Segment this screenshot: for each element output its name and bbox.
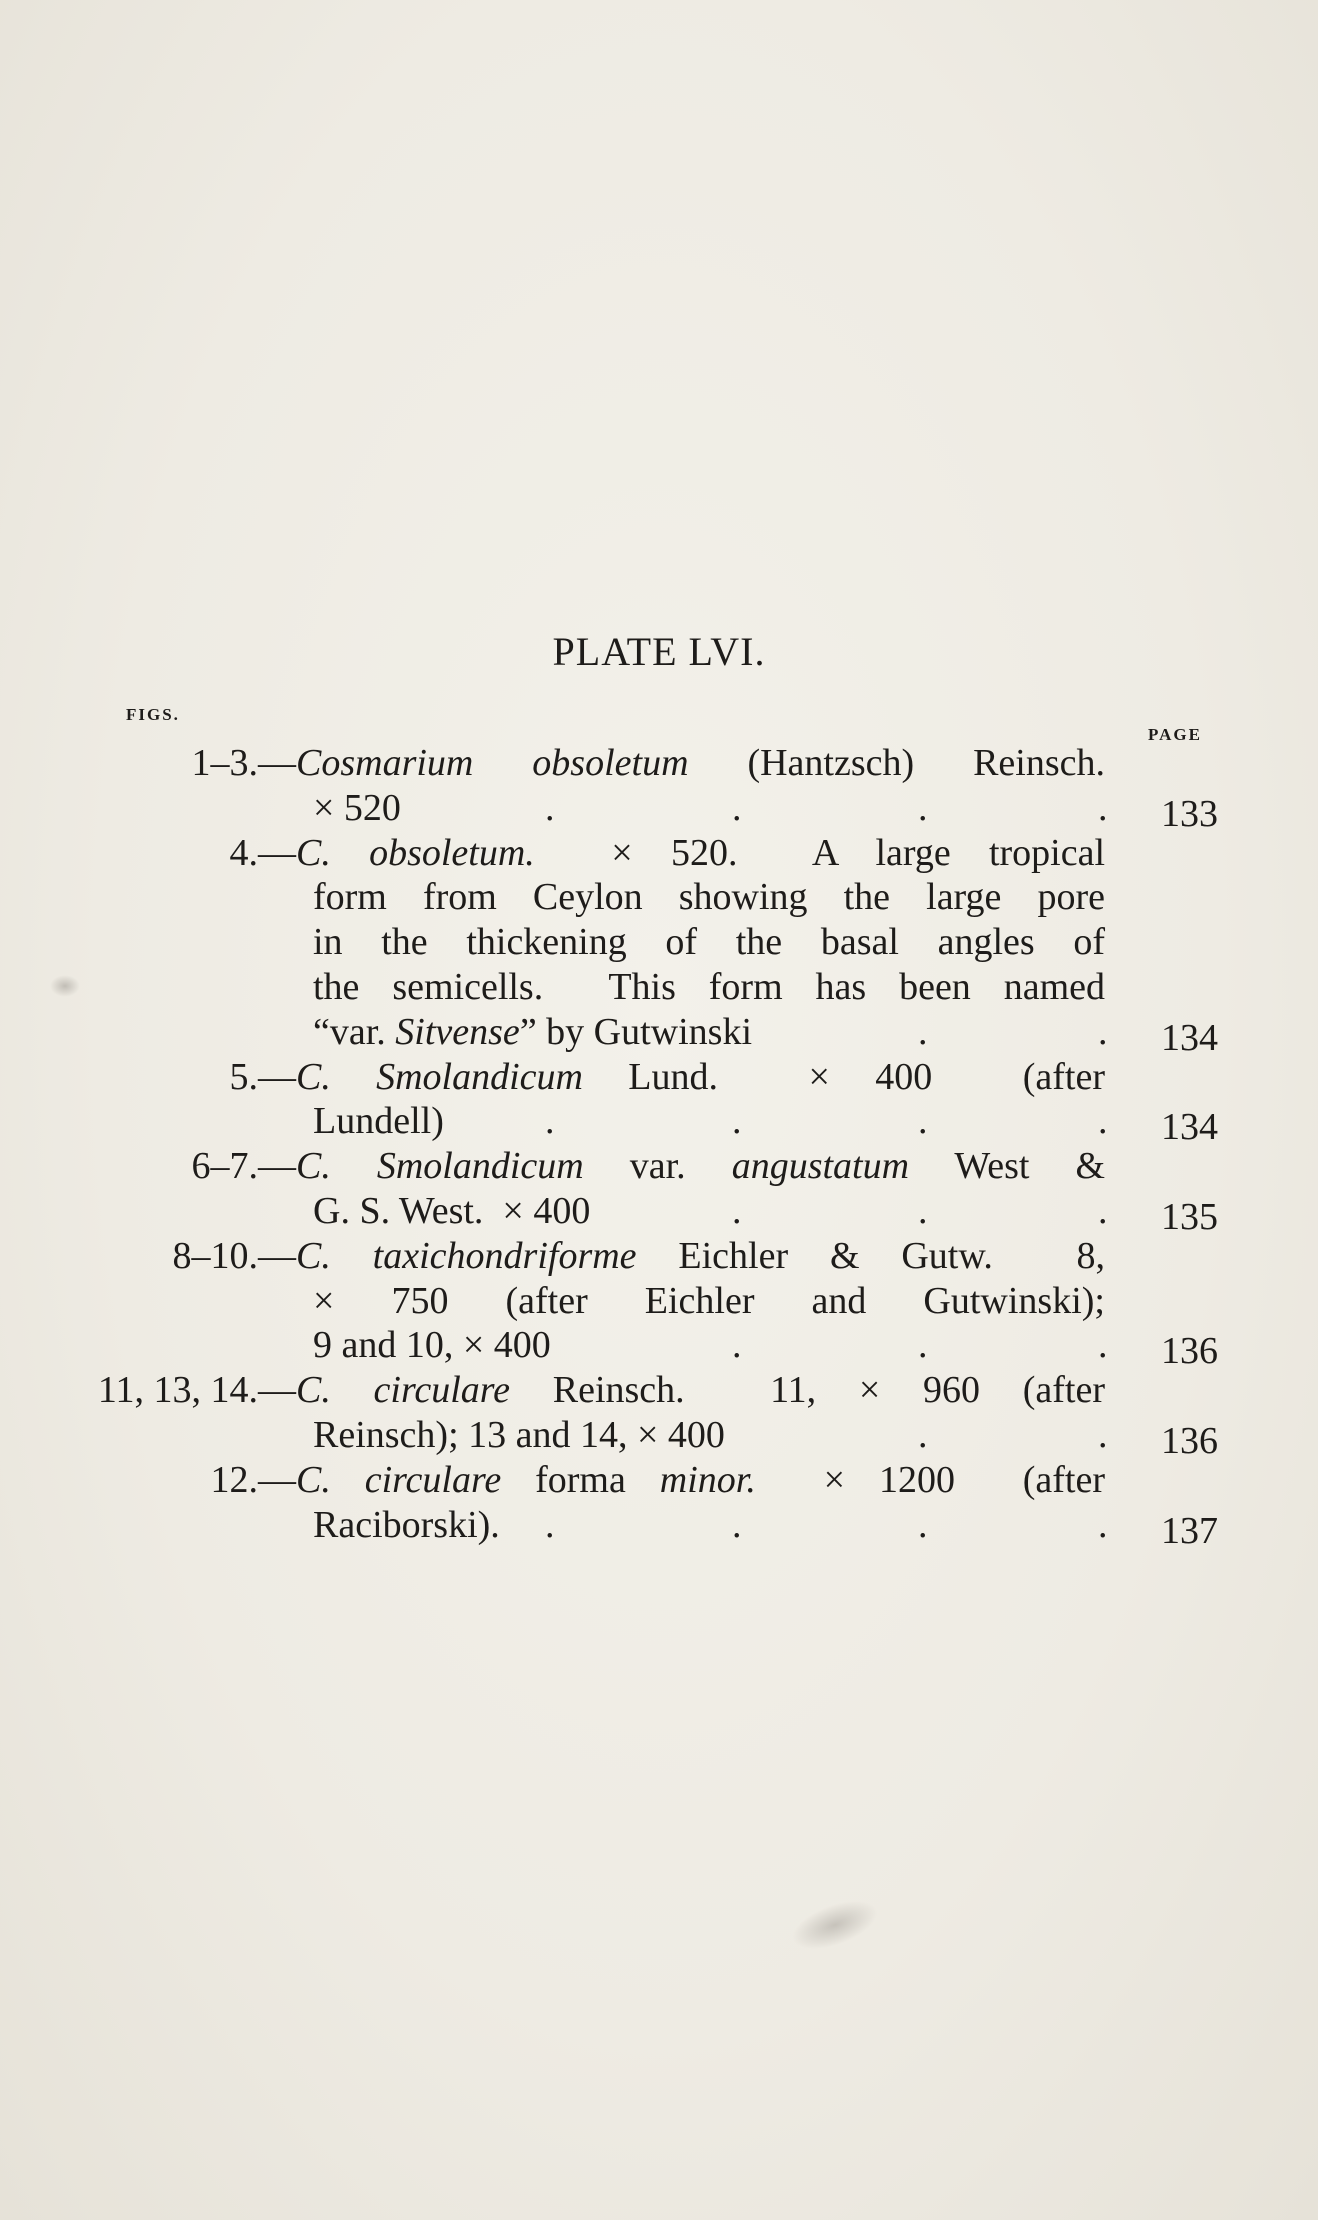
entry-line <box>0 1412 1318 1462</box>
entry-line <box>0 1233 1318 1279</box>
leader-dot: . <box>1098 1414 1108 1456</box>
page-number: 133 <box>1161 792 1218 835</box>
leader-dot: . <box>918 1324 928 1367</box>
entry-line <box>0 1278 1318 1324</box>
entry-text: C. Smolandicum Lund. × 400 (after <box>296 1055 1105 1098</box>
figure-number: 4.— <box>229 831 296 874</box>
entry-line <box>0 1143 1318 1189</box>
entry-line <box>0 1322 1318 1373</box>
page-smudge <box>786 1891 884 1959</box>
entry-text: the semicells. This form has been named <box>313 966 1105 1008</box>
figs-column-header: FIGS. <box>126 705 180 724</box>
figure-number: 12.— <box>210 1458 296 1501</box>
leader-dot: . <box>918 1503 928 1546</box>
entry-text: “var. Sitvense” by Gutwinski <box>313 1010 753 1053</box>
entry-line <box>0 1457 1318 1503</box>
entry-line <box>0 1502 1318 1552</box>
page-number: 137 <box>1161 1509 1218 1552</box>
leader-dot: . <box>732 1100 742 1143</box>
entry-line <box>0 1009 1318 1059</box>
figure-number: 11, 13, 14.— <box>97 1369 296 1412</box>
leader-dot: . <box>918 1414 928 1456</box>
entry-text: × 520 <box>313 786 401 829</box>
entry-line <box>0 830 1318 876</box>
leader-dot: . <box>918 786 928 829</box>
leader-dot: . <box>732 1324 742 1367</box>
entry-text: 9 and 10, × 400 <box>313 1324 551 1367</box>
entry-line <box>0 874 1318 920</box>
entry-text: form from Ceylon showing the large pore <box>313 876 1105 919</box>
leader-dot: . <box>545 1100 555 1143</box>
page-number: 135 <box>1161 1196 1218 1238</box>
figure-number: 5.— <box>229 1055 296 1098</box>
figure-number: 6–7.— <box>191 1145 296 1188</box>
leader-dot: . <box>1098 1324 1108 1367</box>
entry-line <box>0 1054 1318 1100</box>
entry-line <box>0 964 1318 1010</box>
figure-number: 8–10.— <box>172 1234 296 1277</box>
entry-line <box>0 740 1318 786</box>
entry-text: G. S. West. × 400 <box>313 1190 591 1232</box>
entry-line <box>0 1367 1318 1413</box>
leader-dot: . <box>545 1503 555 1546</box>
leader-dot: . <box>1098 786 1108 829</box>
entry-text: Lundell) <box>313 1100 444 1143</box>
leader-dot: . <box>1098 1100 1108 1143</box>
page-number: 134 <box>1161 1016 1218 1059</box>
figure-number: 1–3.— <box>191 742 296 784</box>
leader-dot: . <box>918 1190 928 1232</box>
entry-line <box>0 785 1318 835</box>
entry-text: C. circulare Reinsch. 11, × 960 (after <box>296 1369 1105 1412</box>
entry-text: in the thickening of the basal angles of <box>313 921 1105 964</box>
entry-text: C. Smolandicum var. angustatum West & <box>296 1145 1105 1188</box>
entry-text: C. obsoletum. × 520. A large tropical <box>296 831 1106 874</box>
entry-text: C. taxichondriforme Eichler & Gutw. 8, <box>296 1234 1105 1277</box>
leader-dot: . <box>732 786 742 829</box>
leader-dot: . <box>1098 1190 1108 1232</box>
page-column-header: PAGE <box>1148 725 1202 744</box>
bleed-through-shadow <box>60 2 320 62</box>
leader-dot: . <box>732 1190 742 1232</box>
entry-text: Reinsch); 13 and 14, × 400 <box>313 1414 725 1456</box>
leader-dot: . <box>1098 1010 1108 1053</box>
entry-text: Raciborski). <box>313 1503 500 1546</box>
leader-dot: . <box>545 786 555 829</box>
entry-text: Cosmarium obsoletum (Hantzsch) Reinsch. <box>296 742 1105 784</box>
leader-dot: . <box>1098 1503 1108 1546</box>
entry-line <box>0 919 1318 965</box>
entry-text: C. circulare forma minor. × 1200 (after <box>296 1458 1105 1501</box>
leader-dot: . <box>918 1100 928 1143</box>
page-number: 136 <box>1161 1330 1218 1373</box>
entry-line <box>0 1098 1318 1149</box>
page-number: 136 <box>1161 1420 1218 1462</box>
entry-text: × 750 (after Eichler and Gutwinski); <box>313 1279 1105 1322</box>
leader-dot: . <box>918 1010 928 1053</box>
entry-line <box>0 1188 1318 1238</box>
plate-title: PLATE LVI. <box>552 629 766 674</box>
page-number: 134 <box>1161 1106 1218 1149</box>
leader-dot: . <box>732 1503 742 1546</box>
